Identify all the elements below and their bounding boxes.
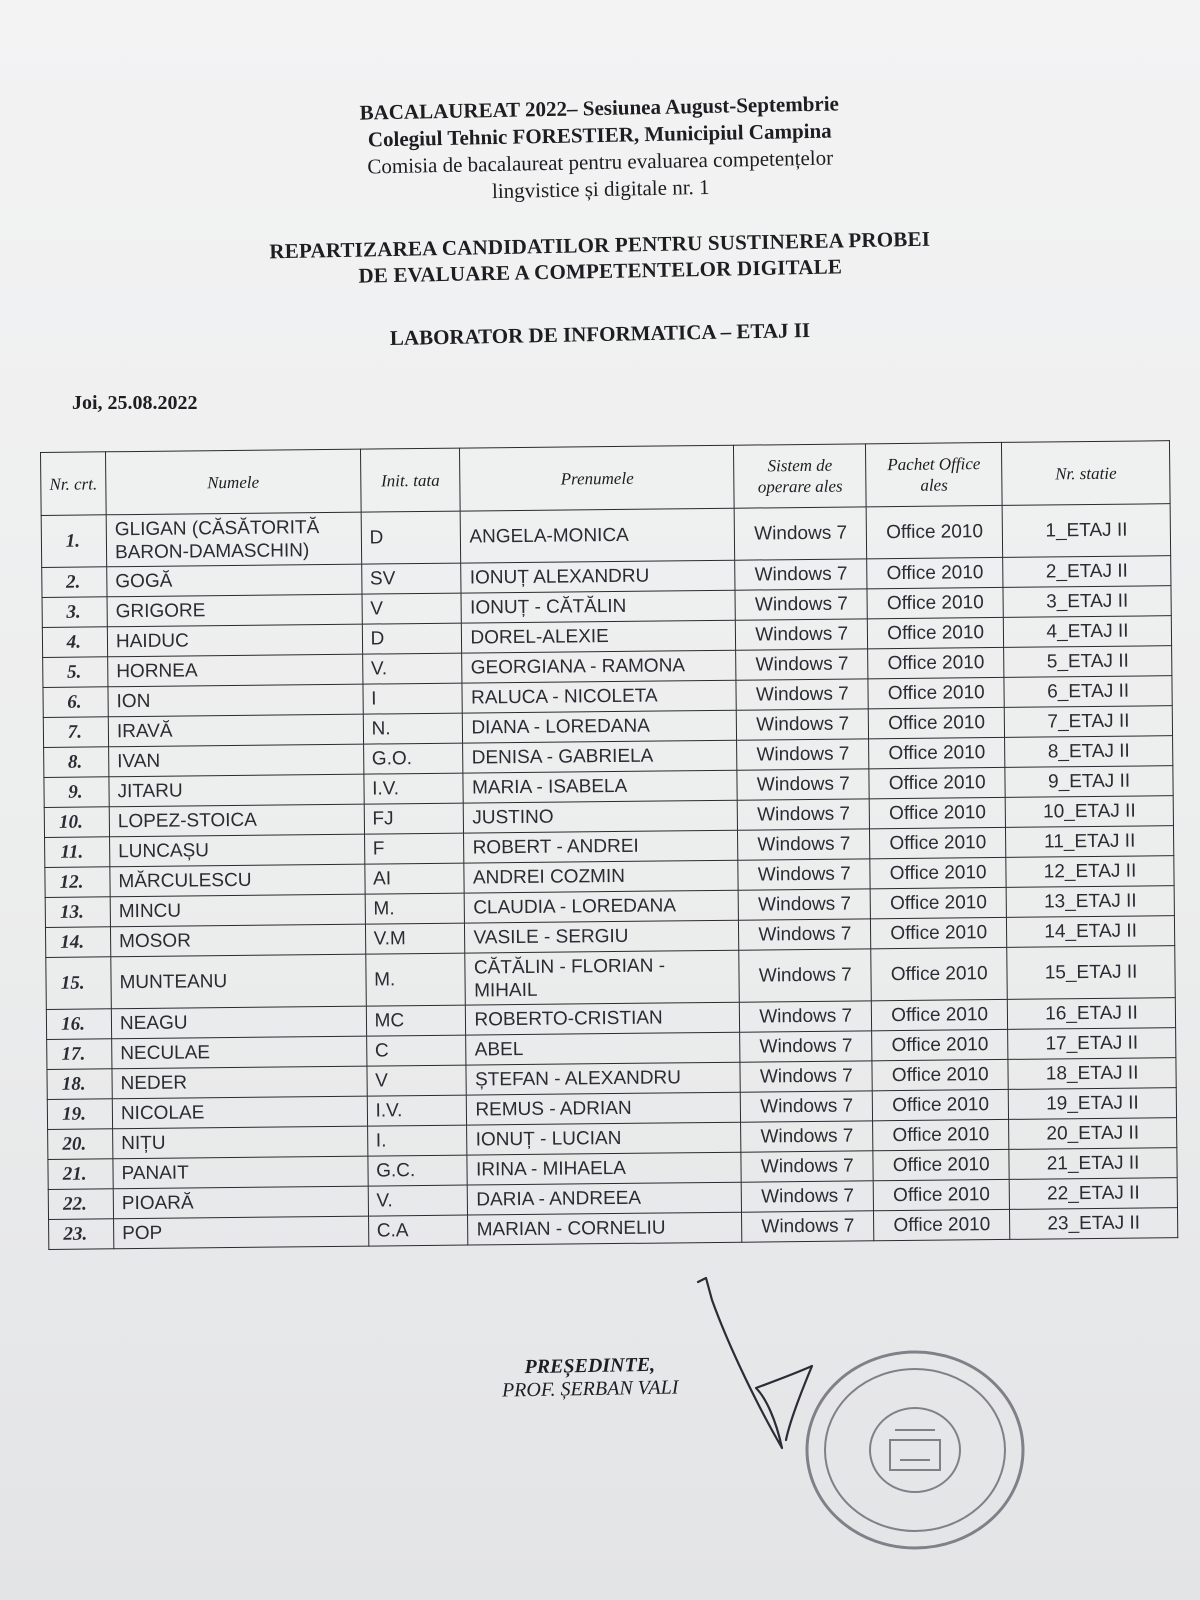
cell-prenumele: IONUȚ - LUCIAN: [467, 1122, 741, 1155]
cell-nr: 13.: [45, 897, 110, 928]
cell-prenumele: ANDREI COZMIN: [464, 860, 738, 893]
cell-nr: 9.: [44, 777, 109, 808]
cell-pachet-office: Office 2010: [872, 1089, 1008, 1120]
document-title: [0, 220, 1200, 295]
institution-header: [0, 83, 1200, 214]
header-line-4: lingvistice și digitale nr. 1: [491, 174, 710, 204]
cell-nr: 15.: [46, 957, 112, 1010]
cell-pachet-office: Office 2010: [866, 505, 1002, 558]
cell-nr: 20.: [48, 1129, 113, 1160]
cell-nr-statie: 10_ETAJ II: [1005, 796, 1173, 828]
cell-sistem-operare: Windows 7: [741, 1121, 873, 1152]
header-line-2: Colegiul Tehnic FORESTIER, Municipiul Campina: [367, 118, 832, 152]
cell-nr-statie: 16_ETAJ II: [1007, 998, 1175, 1030]
cell-prenumele: DENISA - GABRIELA: [463, 740, 737, 773]
col-header-init: Init. tata: [360, 448, 460, 512]
cell-sistem-operare: Windows 7: [742, 1211, 874, 1242]
cell-nr-statie: 20_ETAJ II: [1009, 1118, 1177, 1150]
cell-nr: 6.: [43, 687, 108, 718]
cell-init-tata: V.: [368, 1185, 468, 1216]
cell-sistem-operare: Windows 7: [741, 1091, 873, 1122]
cell-nr-statie: 4_ETAJ II: [1003, 616, 1171, 648]
cell-nr: 21.: [48, 1159, 113, 1190]
cell-nr-statie: 19_ETAJ II: [1008, 1088, 1176, 1120]
cell-nr-statie: 5_ETAJ II: [1004, 646, 1172, 678]
cell-nr-statie: 23_ETAJ II: [1010, 1208, 1178, 1240]
cell-pachet-office: Office 2010: [868, 677, 1004, 708]
cell-pachet-office: Office 2010: [872, 999, 1008, 1030]
cell-pachet-office: Office 2010: [867, 557, 1003, 588]
cell-prenumele: ȘTEFAN - ALEXANDRU: [466, 1062, 740, 1095]
cell-init-tata: M.: [365, 953, 465, 1006]
stamp-seal-icon: [800, 1345, 1030, 1555]
cell-nr: 3.: [42, 597, 107, 628]
cell-pachet-office: Office 2010: [873, 1179, 1009, 1210]
cell-pachet-office: Office 2010: [869, 767, 1005, 798]
cell-sistem-operare: Windows 7: [740, 1001, 872, 1032]
cell-numele: ION: [108, 684, 363, 717]
cell-nr: 16.: [46, 1009, 111, 1040]
cell-sistem-operare: Windows 7: [740, 1061, 872, 1092]
cell-init-tata: SV: [361, 563, 461, 594]
signature-block: [470, 1353, 711, 1403]
cell-numele: HORNEA: [108, 654, 363, 687]
cell-numele: NIȚU: [113, 1126, 368, 1159]
cell-prenumele: DOREL-ALEXIE: [462, 620, 736, 653]
cell-nr-statie: 12_ETAJ II: [1006, 856, 1174, 888]
signature-name: PROF. ȘERBAN VALI: [501, 1376, 679, 1402]
cell-nr-statie: 13_ETAJ II: [1006, 886, 1174, 918]
title-line-2: DE EVALUARE A COMPETENTELOR DIGITALE: [358, 254, 843, 288]
cell-pachet-office: Office 2010: [868, 617, 1004, 648]
candidates-table: [40, 440, 1178, 1250]
cell-init-tata: I: [363, 683, 463, 714]
cell-init-tata: C: [366, 1035, 466, 1066]
cell-sistem-operare: Windows 7: [737, 799, 869, 830]
cell-nr: 18.: [47, 1069, 112, 1100]
cell-numele: IVAN: [109, 744, 364, 777]
cell-sistem-operare: Windows 7: [736, 679, 868, 710]
cell-prenumele: GEORGIANA - RAMONA: [462, 650, 736, 683]
cell-prenumele: MARIAN - CORNELIU: [468, 1212, 742, 1245]
cell-nr-statie: 2_ETAJ II: [1003, 556, 1171, 588]
cell-prenumele: ABEL: [466, 1032, 740, 1065]
cell-sistem-operare: Windows 7: [734, 507, 866, 560]
col-header-sistem: Sistem de operare ales: [734, 444, 867, 508]
cell-nr-statie: 7_ETAJ II: [1004, 706, 1172, 738]
table-header-row: [41, 441, 1171, 516]
cell-prenumele: IONUȚ - CĂTĂLIN: [461, 590, 735, 623]
cell-numele: NICOLAE: [112, 1096, 367, 1129]
cell-prenumele: VASILE - SERGIU: [465, 920, 739, 953]
cell-init-tata: D: [362, 623, 462, 654]
cell-prenumele: CLAUDIA - LOREDANA: [465, 890, 739, 923]
cell-prenumele: JUSTINO: [464, 800, 738, 833]
cell-prenumele: MARIA - ISABELA: [463, 770, 737, 803]
cell-nr-statie: 18_ETAJ II: [1008, 1058, 1176, 1090]
cell-prenumele: ROBERT - ANDREI: [464, 830, 738, 863]
cell-sistem-operare: Windows 7: [737, 769, 869, 800]
cell-nr-statie: 6_ETAJ II: [1004, 676, 1172, 708]
cell-init-tata: V.: [362, 653, 462, 684]
cell-prenumele: ANGELA-MONICA: [461, 508, 735, 563]
cell-nr-statie: 9_ETAJ II: [1005, 766, 1173, 798]
cell-nr-statie: 11_ETAJ II: [1006, 826, 1174, 858]
cell-numele: POP: [114, 1216, 369, 1249]
cell-init-tata: N.: [363, 713, 463, 744]
cell-init-tata: G.O.: [363, 743, 463, 774]
cell-sistem-operare: Windows 7: [735, 559, 867, 590]
cell-prenumele: DIANA - LOREDANA: [463, 710, 737, 743]
cell-init-tata: MC: [366, 1005, 466, 1036]
cell-numele: MĂRCULESCU: [110, 864, 365, 897]
cell-numele: GLIGAN (CĂSĂTORITĂ BARON-DAMASCHIN): [106, 512, 361, 567]
cell-sistem-operare: Windows 7: [740, 1031, 872, 1062]
candidates-table-wrapper: [40, 440, 1178, 1250]
cell-init-tata: G.C.: [368, 1155, 468, 1186]
cell-nr: 14.: [45, 927, 110, 958]
cell-pachet-office: Office 2010: [868, 707, 1004, 738]
cell-pachet-office: Office 2010: [870, 887, 1006, 918]
cell-nr: 19.: [47, 1099, 112, 1130]
cell-nr: 17.: [47, 1039, 112, 1070]
cell-pachet-office: Office 2010: [869, 797, 1005, 828]
cell-init-tata: F: [364, 833, 464, 864]
cell-numele: NEAGU: [111, 1006, 366, 1039]
cell-numele: JITARU: [109, 774, 364, 807]
header-line-3: Comisia de bacalaureat pentru evaluarea competențelor: [367, 145, 834, 179]
cell-nr-statie: 1_ETAJ II: [1002, 504, 1170, 558]
cell-pachet-office: Office 2010: [872, 1059, 1008, 1090]
col-header-statie: Nr. statie: [1002, 441, 1170, 506]
cell-sistem-operare: Windows 7: [741, 1181, 873, 1212]
cell-nr: 7.: [43, 717, 108, 748]
cell-init-tata: V.M: [365, 923, 465, 954]
cell-sistem-operare: Windows 7: [737, 739, 869, 770]
cell-prenumele: ROBERTO-CRISTIAN: [466, 1002, 740, 1035]
cell-numele: GOGĂ: [107, 564, 362, 597]
cell-nr-statie: 15_ETAJ II: [1007, 946, 1175, 1000]
signature-role: PREȘEDINTE,: [524, 1353, 656, 1379]
cell-nr: 5.: [43, 657, 108, 688]
title-line-1: REPARTIZAREA CANDIDATILOR PENTRU SUSTINEREA PROBEI: [269, 226, 931, 264]
cell-init-tata: I.V.: [364, 773, 464, 804]
col-header-nr: Nr. crt.: [41, 452, 107, 516]
cell-sistem-operare: Windows 7: [741, 1151, 873, 1182]
cell-init-tata: V: [367, 1065, 467, 1096]
col-header-pachet: Pachet Office ales: [866, 442, 1003, 506]
cell-pachet-office: Office 2010: [872, 1029, 1008, 1060]
cell-nr: 23.: [49, 1219, 114, 1250]
cell-numele: MUNTEANU: [111, 954, 366, 1009]
cell-numele: PANAIT: [113, 1156, 368, 1189]
cell-pachet-office: Office 2010: [873, 1149, 1009, 1180]
cell-prenumele: DARIA - ANDREEA: [468, 1182, 742, 1215]
cell-numele: HAIDUC: [107, 624, 362, 657]
cell-nr-statie: 8_ETAJ II: [1005, 736, 1173, 768]
lab-location: LABORATOR DE INFORMATICA – ETAJ II: [389, 317, 811, 351]
cell-pachet-office: Office 2010: [867, 587, 1003, 618]
cell-init-tata: I.V.: [367, 1095, 467, 1126]
cell-prenumele: REMUS - ADRIAN: [467, 1092, 741, 1125]
cell-nr-statie: 3_ETAJ II: [1003, 586, 1171, 618]
cell-sistem-operare: Windows 7: [735, 589, 867, 620]
cell-sistem-operare: Windows 7: [737, 709, 869, 740]
cell-nr: 8.: [44, 747, 109, 778]
cell-nr: 12.: [45, 867, 110, 898]
official-stamp: [800, 1345, 1030, 1555]
cell-pachet-office: Office 2010: [870, 827, 1006, 858]
cell-numele: LOPEZ-STOICA: [109, 804, 364, 837]
cell-numele: IRAVĂ: [108, 714, 363, 747]
cell-pachet-office: Office 2010: [870, 857, 1006, 888]
cell-prenumele: CĂTĂLIN - FLORIAN - MIHAIL: [465, 950, 739, 1005]
header-line-1: BACALAUREAT 2022– Sesiunea August-Septembrie: [359, 91, 840, 125]
cell-pachet-office: Office 2010: [868, 647, 1004, 678]
cell-nr-statie: 14_ETAJ II: [1007, 916, 1175, 948]
cell-sistem-operare: Windows 7: [739, 919, 871, 950]
cell-init-tata: AI: [364, 863, 464, 894]
cell-nr: 22.: [48, 1189, 113, 1220]
cell-numele: NECULAE: [112, 1036, 367, 1069]
cell-init-tata: C.A: [368, 1215, 468, 1246]
cell-numele: NEDER: [112, 1066, 367, 1099]
cell-nr-statie: 21_ETAJ II: [1009, 1148, 1177, 1180]
cell-pachet-office: Office 2010: [869, 737, 1005, 768]
cell-numele: MINCU: [110, 894, 365, 927]
cell-nr: 1.: [41, 515, 107, 568]
cell-init-tata: M.: [365, 893, 465, 924]
cell-nr: 2.: [42, 567, 107, 598]
cell-sistem-operare: Windows 7: [739, 949, 871, 1002]
cell-sistem-operare: Windows 7: [738, 859, 870, 890]
cell-prenumele: RALUCA - NICOLETA: [462, 680, 736, 713]
cell-sistem-operare: Windows 7: [736, 649, 868, 680]
cell-numele: MOSOR: [110, 924, 365, 957]
cell-init-tata: V: [362, 593, 462, 624]
cell-prenumele: IONUȚ ALEXANDRU: [461, 560, 735, 593]
cell-init-tata: D: [361, 511, 461, 564]
cell-nr-statie: 17_ETAJ II: [1008, 1028, 1176, 1060]
cell-pachet-office: Office 2010: [871, 947, 1007, 1000]
cell-pachet-office: Office 2010: [873, 1119, 1009, 1150]
cell-nr-statie: 22_ETAJ II: [1009, 1178, 1177, 1210]
cell-pachet-office: Office 2010: [871, 917, 1007, 948]
cell-nr: 11.: [45, 837, 110, 868]
cell-numele: LUNCAȘU: [110, 834, 365, 867]
col-header-prenumele: Prenumele: [460, 445, 734, 511]
cell-init-tata: I.: [367, 1125, 467, 1156]
cell-numele: PIOARĂ: [113, 1186, 368, 1219]
exam-date: Joi, 25.08.2022: [72, 392, 198, 414]
cell-sistem-operare: Windows 7: [738, 889, 870, 920]
cell-nr: 10.: [44, 807, 109, 838]
cell-sistem-operare: Windows 7: [736, 619, 868, 650]
table-body: [41, 504, 1178, 1250]
col-header-numele: Numele: [105, 449, 360, 515]
cell-prenumele: IRINA - MIHAELA: [467, 1152, 741, 1185]
cell-numele: GRIGORE: [107, 594, 362, 627]
cell-nr: 4.: [42, 627, 107, 658]
cell-pachet-office: Office 2010: [874, 1209, 1010, 1240]
cell-sistem-operare: Windows 7: [738, 829, 870, 860]
cell-init-tata: FJ: [364, 803, 464, 834]
